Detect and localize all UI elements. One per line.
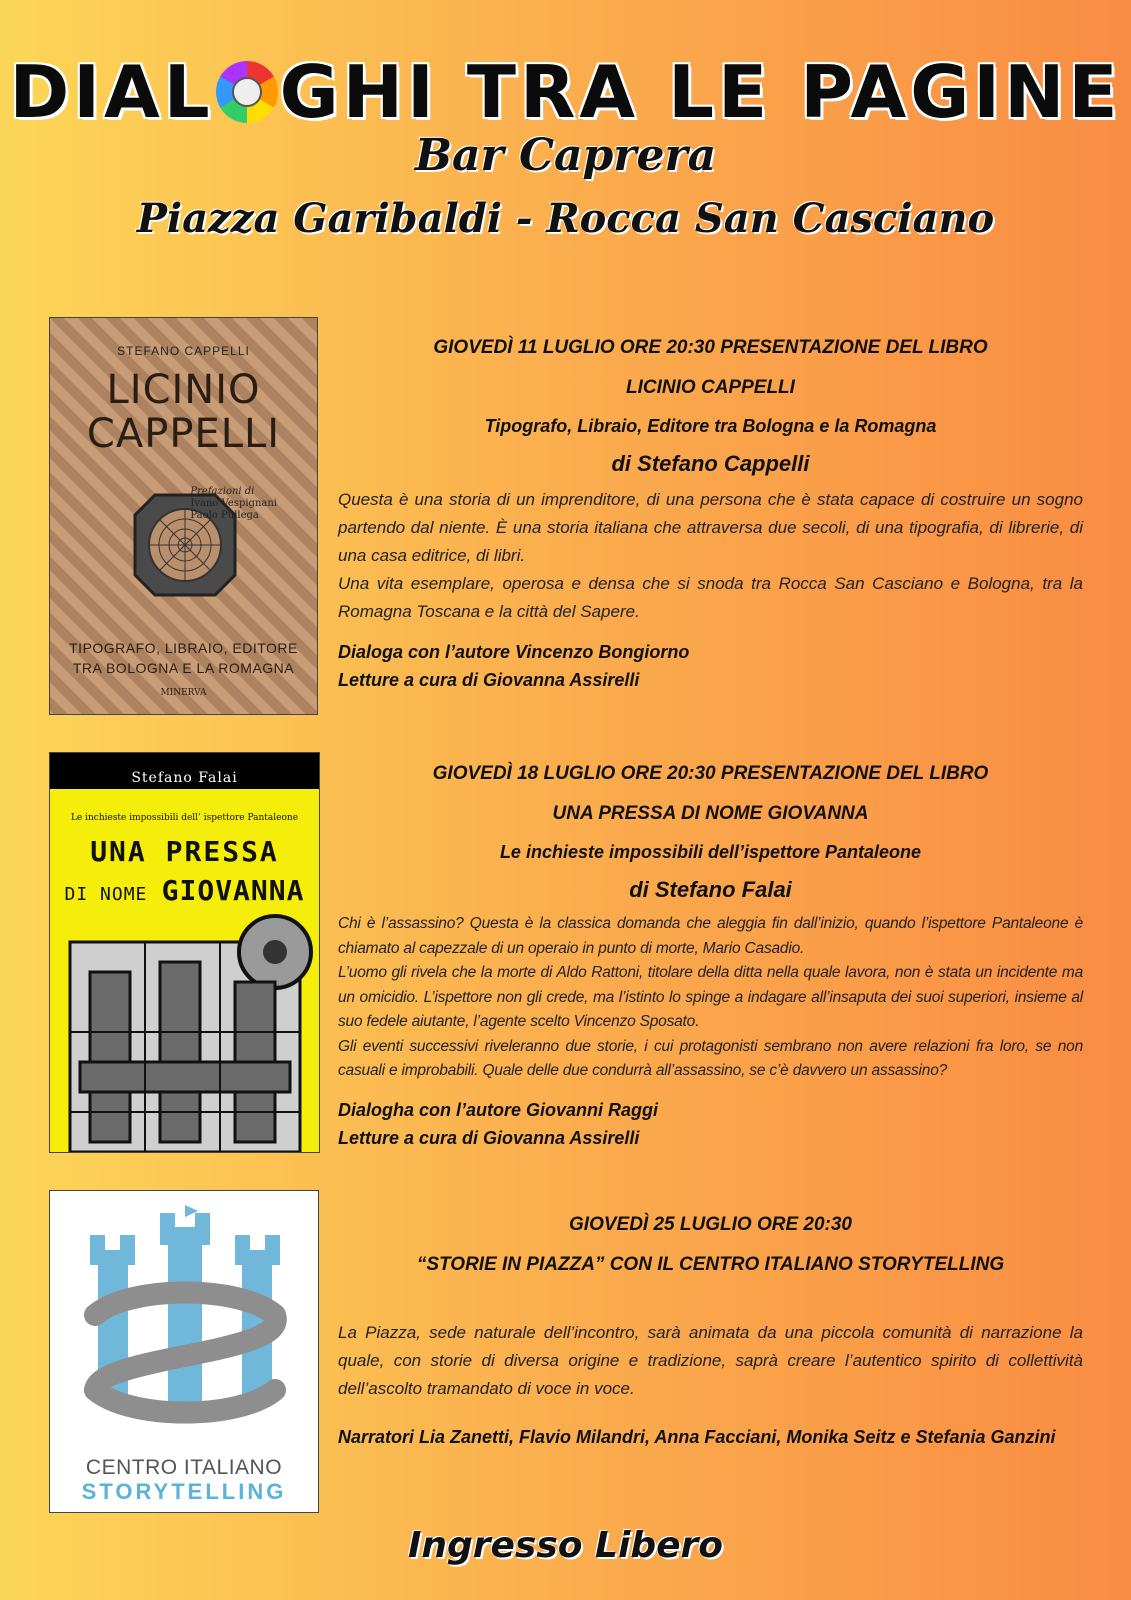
cover-preface: Prefazioni di Ivano Vespignani Paolo Pullega (190, 486, 277, 521)
event-title: “STORIE IN PIAZZA” CON IL CENTRO ITALIANO STORYTELLING (416, 1254, 1005, 1275)
cover-author: Stefano Falai (50, 753, 319, 789)
event-description: La Piazza, sede naturale dell’incontro, sarà animata da una piccola comunità di narrazione la quale, con storie di diversa origine e tradizione, saprà creare l’autentico spirito di collettività dell’ascolto tramandato di voce in voce. (338, 1323, 1083, 1398)
cover-subtitle: TIPOGRAFO, LIBRAIO, EDITORE TRA BOLOGNA E LA ROMAGNA (69, 640, 298, 676)
event-credits: Dialoga con l’autore Vincenzo Bongiorno Letture a cura di Giovanna Assirelli (338, 642, 690, 690)
cover-title (50, 368, 317, 456)
cover-title-line: UNA PRESSA (90, 835, 279, 868)
cover-title-line: DI NOME GIOVANNA (64, 874, 305, 907)
title-part-2: GHI TRA LE PAGINE (279, 50, 1122, 134)
event-headline: GIOVEDÌ 25 LUGLIO ORE 20:30 (569, 1214, 852, 1235)
cover-title-line: CAPPELLI (86, 411, 281, 457)
book-cover-una-pressa (49, 752, 320, 1153)
event-subtitle: Tipografo, Libraio, Editore tra Bologna e la Romagna (484, 416, 937, 436)
castle-tower-icon (70, 1205, 300, 1445)
page-title (0, 52, 1131, 132)
cover-series: Le inchieste impossibili dell’ ispettore Pantaleone (70, 813, 299, 823)
venue-name: Bar Caprera (414, 130, 717, 181)
cover-title-line: LICINIO (106, 367, 261, 413)
event-description: Questa è una storia di un imprenditore, di una persona che è stata capace di costruire un sogno partendo dal niente. È una storia italiana che attraversa due secoli, di una tipografia, di librerie, di una casa editrice, di libri. Una vita esemplare, operosa e densa che si snoda tra Rocca San Casciano e Bologna, tra la Romagna Toscana e la città del Sapere. (338, 490, 1083, 621)
event-book-title: UNA PRESSA DI NOME GIOVANNA (552, 803, 869, 824)
event-book-title: LICINIO CAPPELLI (626, 377, 795, 398)
free-entry-footer: Ingresso Libero (407, 1525, 724, 1566)
event-author: di Stefano Falai (629, 877, 792, 902)
event-headline: GIOVEDÌ 18 LUGLIO ORE 20:30 PRESENTAZIONE DEL LIBRO (432, 763, 989, 784)
logo-text-line: CENTRO ITALIANO (85, 1456, 283, 1479)
event-credits: Dialogha con l’autore Giovanni Raggi Letture a cura di Giovanna Assirelli (338, 1099, 659, 1148)
header (0, 52, 1131, 242)
book-cover-licinio-cappelli (49, 317, 318, 715)
event-credits: Narratori Lia Zanetti, Flavio Milandri, Anna Facciani, Monika Seitz e Stefania Ganzini (338, 1427, 1056, 1447)
event-description: Chi è l’assassino? Questa è la classica domanda che aleggia fin dall’inizio, quando l’ispettore Pantaleone è chiamato al capezzale di un operaio in punto di morte, Mario Casadio. L’uomo gli rivela che la morte di Aldo Rattoni, titolare della ditta nella quale lavora, non è stata un incidente ma un omicidio. L’ispettore non gli crede, ma l’istinto lo spinge a indagare all’insaputa dei suoi superiori, insieme al suo fedele aiutante, l’agente scelto Vincenzo Sposato. Gli eventi successivi riveleranno due storie, i cui protagonisti sembrano non avere relazioni fra loro, se non casuali e improbabili. Quale delle due condurrà all’assassino, se c’è davvero un assassino? (338, 915, 1083, 1079)
logo-text-line: STORYTELLING (81, 1479, 287, 1504)
festival-logo-icon (216, 61, 278, 123)
event-3 (338, 1205, 1083, 1451)
event-headline: GIOVEDÌ 11 LUGLIO ORE 20:30 PRESENTAZIONE DEL LIBRO (433, 337, 988, 358)
event-1 (338, 328, 1083, 694)
cover-publisher: MINERVA (160, 688, 207, 698)
printing-press-icon (50, 912, 320, 1152)
storytelling-logo (49, 1190, 319, 1513)
event-2 (338, 754, 1083, 1152)
title-part-1: DIAL (9, 50, 214, 134)
venue-location: Piazza Garibaldi - Rocca San Casciano (136, 195, 995, 242)
cover-author: STEFANO CAPPELLI (117, 344, 250, 358)
event-subtitle: Le inchieste impossibili dell’ispettore Pantaleone (499, 842, 922, 862)
event-author: di Stefano Cappelli (611, 451, 810, 476)
